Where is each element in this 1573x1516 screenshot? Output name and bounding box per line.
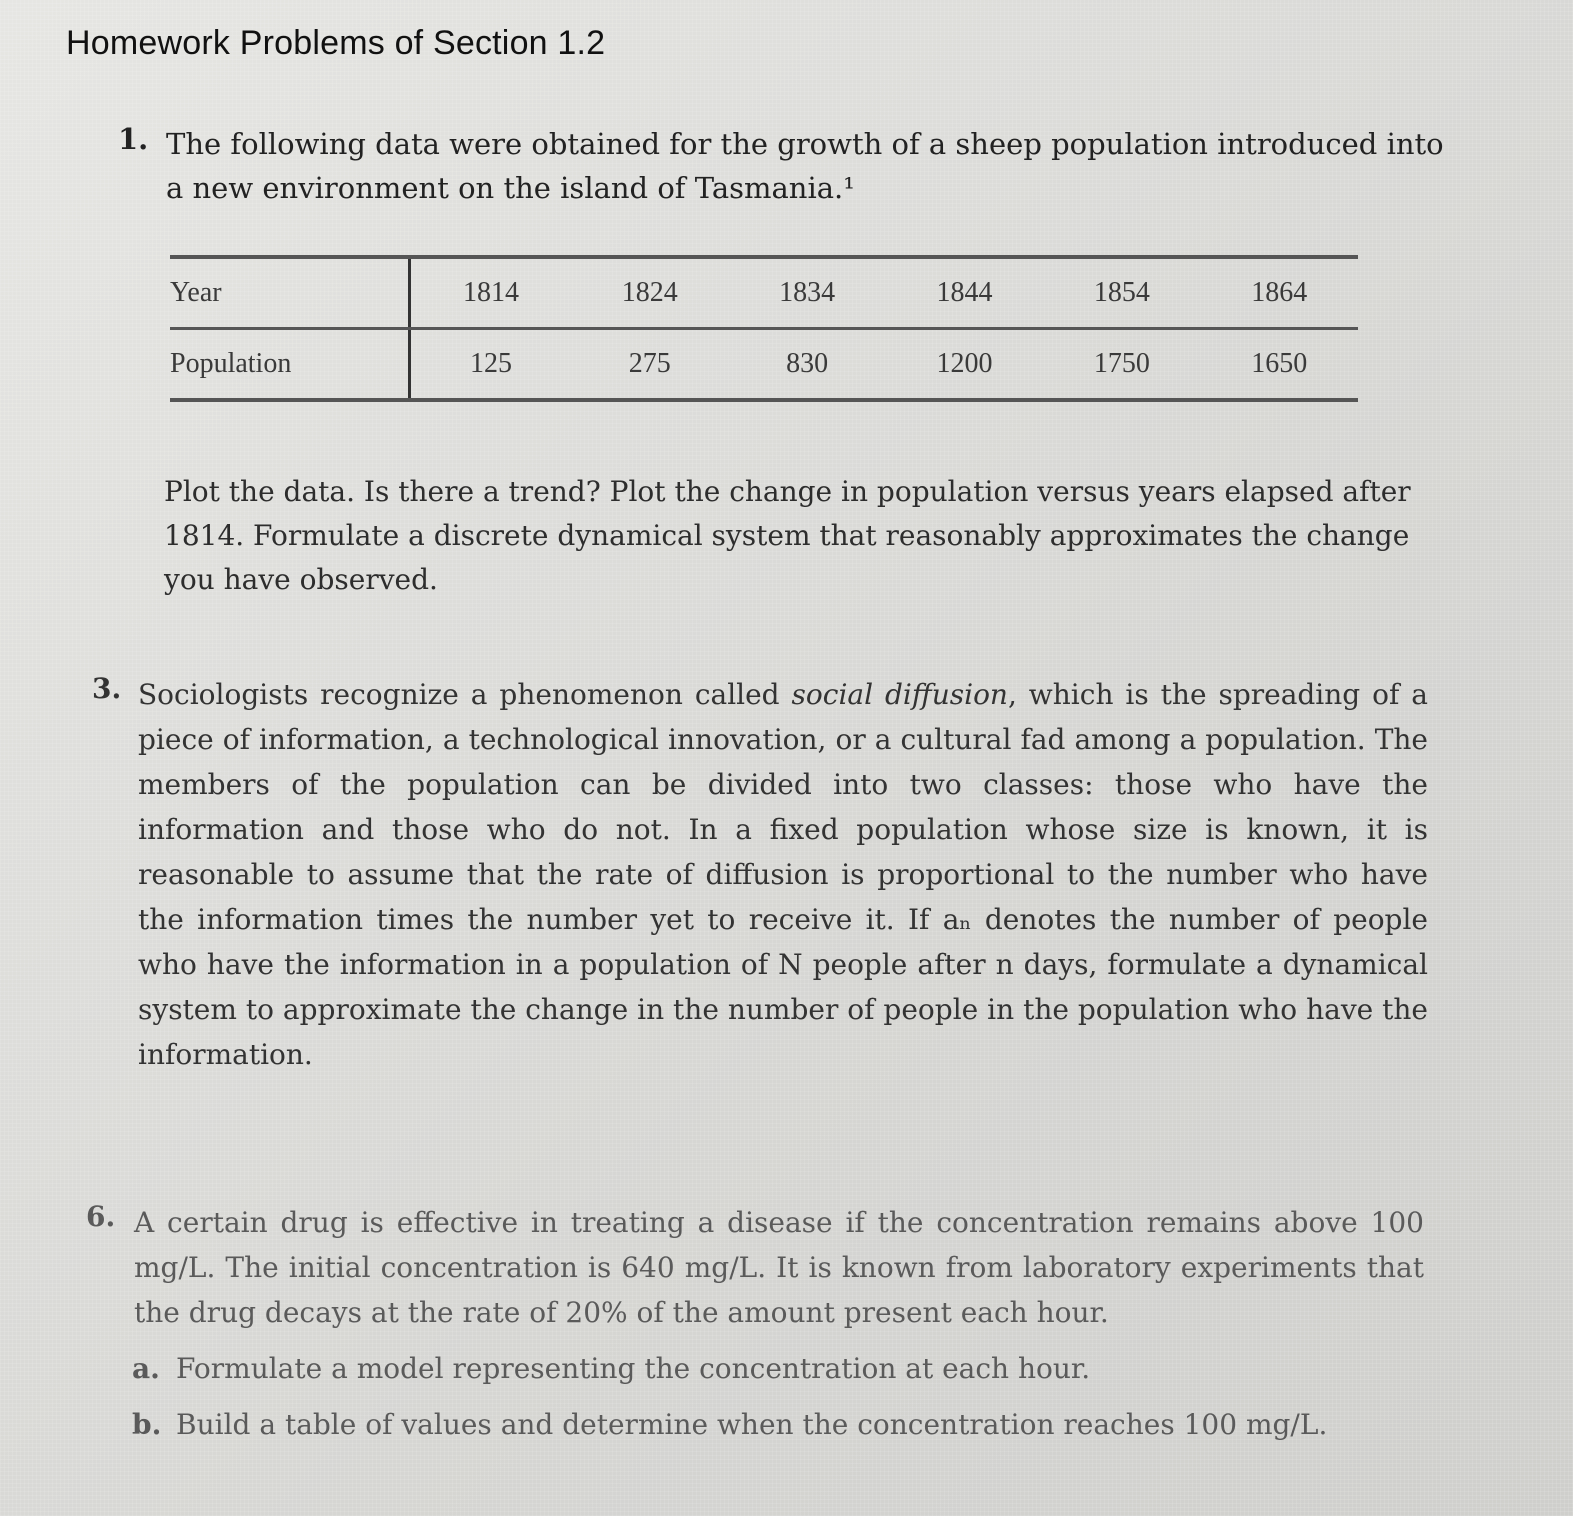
problem-3-text-after: , which is the spreading of a piece of information, a technological innovation, or a cultural fad among a population. The members of the population can be divided into two classes: those who have the information and those who do not. In a fixed population whose size is known, it is reasonable to assume that the rate of diffusion is proportional to the number who have the information times the number yet to receive it. If aₙ denotes the number of people who have the information in a population of N people after n days, formulate a dynamical system to approximate the change in the number of people in the population who have the information.: [138, 678, 1428, 1071]
problem-3-term: social diffusion: [791, 678, 1008, 711]
table-row-label: Year: [170, 257, 410, 329]
table-cell-year: 1814: [410, 257, 572, 329]
table-cell-year: 1824: [571, 257, 728, 329]
problem-6-number: 6.: [86, 1200, 116, 1233]
part-b-label: b.: [132, 1408, 162, 1441]
part-a-text: Formulate a model representing the concentration at each hour.: [176, 1352, 1091, 1385]
page-title: Homework Problems of Section 1.2: [66, 24, 606, 62]
part-b-text: Build a table of values and determine when the concentration reaches 100 mg/L.: [176, 1408, 1328, 1441]
problem-3-text: [138, 672, 1428, 1077]
table-row-year: [170, 257, 1358, 329]
table-cell-population: 1200: [886, 329, 1043, 401]
table-cell-year: 1834: [728, 257, 885, 329]
table-cell-year: 1854: [1043, 257, 1200, 329]
problem-6-text: A certain drug is effective in treating a disease if the concentration remains above 100 mg/L. The initial concentration is 640 mg/L. It is known from laboratory experiments that the drug decays at the rate of 20% of the amount present each hour.: [134, 1206, 1424, 1329]
problem-3-number: 3.: [92, 672, 122, 705]
problem-3-text-before: Sociologists recognize a phenomenon called: [138, 678, 792, 711]
table-cell-population: 125: [410, 329, 572, 401]
table-row-population: [170, 329, 1358, 401]
problem-1-number: 1.: [118, 122, 149, 156]
table-cell-population: 830: [728, 329, 885, 401]
table-cell-year: 1844: [886, 257, 1043, 329]
table-cell-population: 275: [571, 329, 728, 401]
problem-1-text: The following data were obtained for the growth of a sheep population introduced into a new environment on the island of Tasmania.¹: [166, 127, 1444, 205]
part-a-label: a.: [132, 1352, 160, 1385]
table-row-label: Population: [170, 329, 410, 401]
problem-6-part-a: [132, 1352, 1090, 1385]
sheep-population-table: [170, 255, 1358, 402]
table-cell-year: 1864: [1201, 257, 1358, 329]
problem-6-part-b: [132, 1408, 1327, 1441]
table-cell-population: 1750: [1043, 329, 1200, 401]
table-cell-population: 1650: [1201, 329, 1358, 401]
problem-1-instructions: Plot the data. Is there a trend? Plot the change in population versus years elapsed after 1814. Formulate a discrete dynamical system that reasonably approximates the change you have observed.: [164, 475, 1411, 596]
